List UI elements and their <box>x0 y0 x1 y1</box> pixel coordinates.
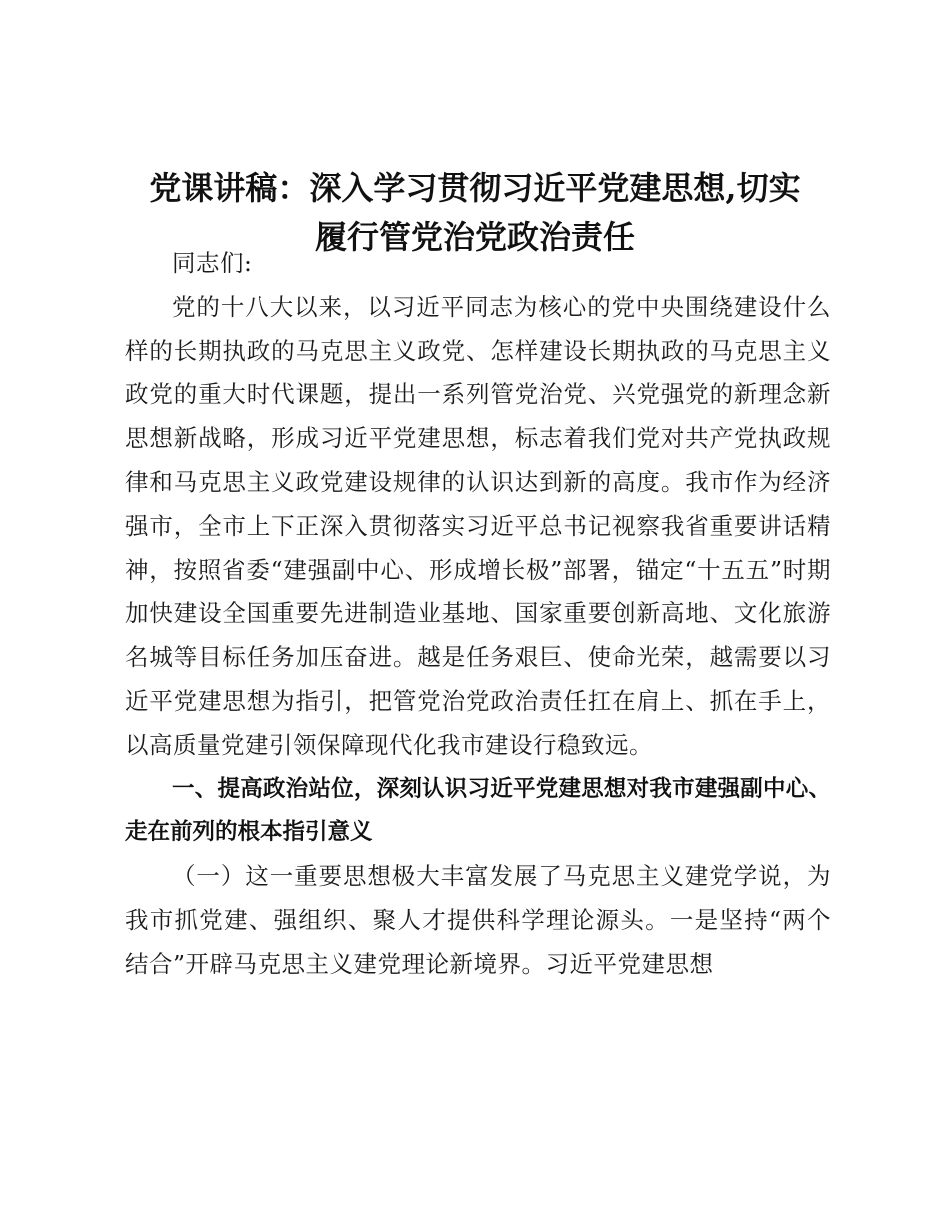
document-body <box>125 242 831 987</box>
salutation: 同志们: <box>172 249 253 277</box>
paragraph-1-1: （一）这一重要思想极大丰富发展了马克思主义建党学说，为我市抓党建、强组织、聚人才提供科学理论源头。一是坚持“两个结合”开辟马克思主义建党理论新境界。习近平党建思想 <box>125 862 831 978</box>
title-line-1: 党课讲稿：深入学习贯彻习近平党建思想,切实 <box>149 169 801 207</box>
paragraph-intro: 党的十八大以来，以习近平同志为核心的党中央围绕建设什么样的长期执政的马克思主义政党、怎样建设长期执政的马克思主义政党的重大时代课题，提出一系列管党治党、兴党强党的新理念新思想新战略，形成习近平党建思想，标志着我们党对共产党执政规律和马克思主义政党建设规律的认识达到新的高度。我市作为经济强市，全市上下正深入贯彻落实习近平总书记视察我省重要讲话精神，按照省委“建强副中心、形成增长极”部署，锚定“十五五”时期加快建设全国重要先进制造业基地、国家重要创新高地、文化旅游名城等目标任务加压奋进。越是任务艰巨、使命光荣，越需要以习近平党建思想为指引，把管党治党政治责任扛在肩上、抓在手上，以高质量党建引领保障现代化我市建设行稳致远。 <box>125 292 831 759</box>
section-heading-1: 一、提高政治站位，深刻认识习近平党建思想对我市建强副中心、走在前列的根本指引意义 <box>125 775 831 846</box>
title-line-2: 履行管党治党政治责任 <box>314 218 635 256</box>
